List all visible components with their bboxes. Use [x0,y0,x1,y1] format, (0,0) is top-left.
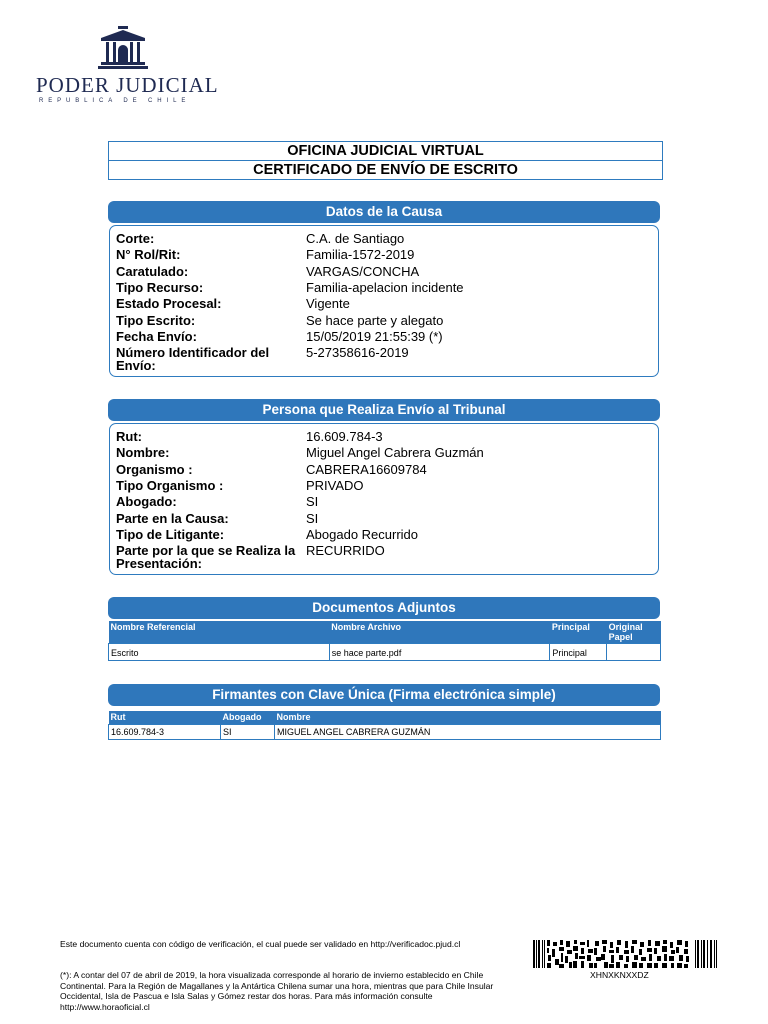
field-label: Tipo Recurso: [116,280,204,295]
field-label: Nombre: [116,445,170,460]
table-cell: 16.609.784-3 [109,725,221,740]
table-header-row [109,621,661,644]
column-header: Rut [109,711,221,725]
section-header-persona: Persona que Realiza Envío al Tribunal [108,399,660,421]
poder-judicial-logo [36,26,219,106]
causa-panel [109,225,659,377]
field-label: Parte en la Causa: [116,511,229,526]
section-header-firmantes: Firmantes con Clave Única (Firma electrónica simple) [108,684,660,706]
column-header: Abogado [221,711,275,725]
verification-code: XHNXKNXXDZ [590,970,649,980]
section-header-documentos: Documentos Adjuntos [108,597,660,619]
column-header: Nombre Archivo [329,621,550,644]
field-label: Tipo de Litigante: [116,527,225,542]
field-label: N° Rol/Rit: [116,247,181,262]
field-label: Tipo Escrito: [116,313,196,328]
table-cell: se hace parte.pdf [329,644,550,661]
field-value: SI [306,494,319,509]
field-label: Corte: [116,231,155,246]
brand-name: PODER JUDICIAL [36,73,219,97]
field-label: Rut: [116,429,142,444]
field-value: 15/05/2019 21:55:39 (*) [306,329,443,344]
field-label: Número Identificador del Envío: [116,345,270,373]
section-header-causa: Datos de la Causa [108,201,660,223]
field-label: Estado Procesal: [116,296,222,311]
field-value: 5-27358616-2019 [306,345,409,360]
brand-subtitle: REPUBLICA DE CHILE [39,98,191,104]
field-value: RECURRIDO [306,543,385,558]
documentos-table [108,621,661,661]
table-header-row [109,711,661,725]
field-value: Miguel Angel Cabrera Guzmán [306,445,484,460]
table-cell [607,644,661,661]
barcode-icon [533,940,717,968]
field-value: SI [306,511,319,526]
field-label: Abogado: [116,494,177,509]
timezone-note: (*): A contar del 07 de abril de 2019, la hora visualizada corresponde al horario de invierno establecido en Chile Continental. Para la Región de Magallanes y la Antártica Chilena sumar una hora, mientras que para Chile Insular Occidental, Isla de Pascua e Isla Salas y Gómez restar dos horas. Para más información consulte http://www.horaoficial.cl [60,970,494,1012]
column-header: Nombre Referencial [109,621,330,644]
document-subtitle: CERTIFICADO DE ENVÍO DE ESCRITO [109,160,662,179]
column-header: Principal [550,621,607,644]
column-header: Original Papel [607,621,661,644]
firmantes-table [108,711,661,740]
field-value: Familia-1572-2019 [306,247,415,262]
field-value: Vigente [306,296,350,311]
table-row [109,644,661,661]
table-row [109,725,661,740]
table-cell: Principal [550,644,607,661]
field-value: CABRERA16609784 [306,462,427,477]
document-title: OFICINA JUDICIAL VIRTUAL [287,143,484,159]
courthouse-icon [98,26,148,70]
table-cell: SI [221,725,275,740]
column-header: Nombre [275,711,661,725]
field-label: Parte por la que se Realiza la Presentación: [116,543,296,571]
field-label: Organismo : [116,462,193,477]
field-value: 16.609.784-3 [306,429,383,444]
field-value: PRIVADO [306,478,364,493]
field-value: Abogado Recurrido [306,527,419,542]
field-value: Familia-apelacion incidente [306,280,464,295]
field-value: VARGAS/CONCHA [306,264,420,279]
table-cell: MIGUEL ANGEL CABRERA GUZMÁN [275,725,661,740]
field-label: Tipo Organismo : [116,478,224,493]
persona-panel [109,423,659,575]
field-label: Caratulado: [116,264,189,279]
document-title-box [108,141,663,180]
field-value: Se hace parte y alegato [306,313,444,328]
verification-note: Este documento cuenta con código de verificación, el cual puede ser validado en http://verificadoc.pjud.cl [60,939,461,949]
field-value: C.A. de Santiago [306,231,405,246]
table-cell: Escrito [109,644,330,661]
field-label: Fecha Envío: [116,329,197,344]
